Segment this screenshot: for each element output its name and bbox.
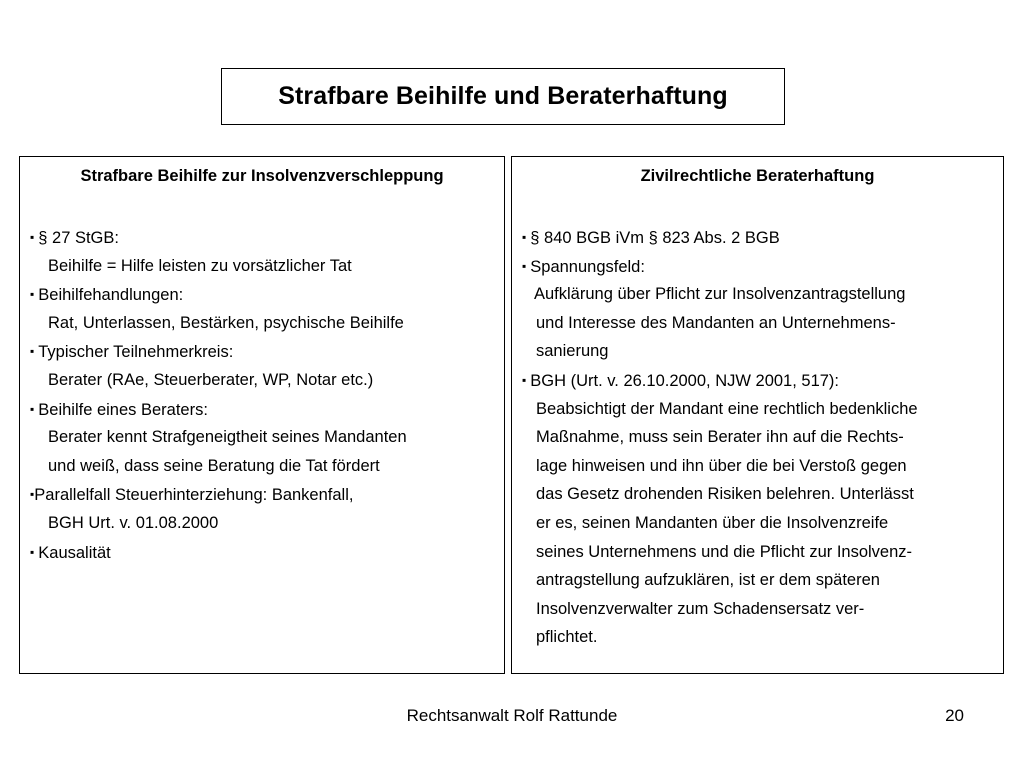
list-item-continuation: Insolvenzverwalter zum Schadensersatz ver- [536,599,865,618]
bullet-icon: ▪ [30,230,35,244]
list-item: ▪ Spannungsfeld: [522,257,645,276]
slide-title: Strafbare Beihilfe und Beraterhaftung [278,82,728,110]
slide-title-box [221,68,785,125]
list-item-continuation: lage hinweisen und ihn über die bei Verstoß gegen [536,456,907,475]
list-item-continuation: er es, seinen Mandanten über die Insolvenzreife [536,513,889,532]
list-item: ▪ Typischer Teilnehmerkreis: [30,343,234,362]
list-item-continuation: Beabsichtigt der Mandant eine rechtlich bedenkliche [536,399,918,418]
list-item: ▪ Kausalität [30,543,111,562]
left-panel-heading: Strafbare Beihilfe zur Insolvenzverschleppung [80,167,444,185]
list-item-continuation: das Gesetz drohenden Risiken belehren. Unterlässt [536,485,914,504]
right-panel [511,156,1004,674]
list-item-continuation: Aufklärung über Pflicht zur Insolvenzantragstellung [534,285,906,304]
list-item-continuation: antragstellung aufzuklären, ist er dem späteren [536,571,880,590]
list-item-continuation: BGH Urt. v. 01.08.2000 [48,513,219,532]
list-item-continuation: sanierung [536,342,609,361]
list-item-continuation: und Interesse des Mandanten an Unternehmens- [536,313,896,332]
bullet-icon: ▪ [30,544,35,559]
list-item: ▪ § 840 BGB iVm § 823 Abs. 2 BGB [522,229,780,247]
bullet-icon: ▪ [522,230,527,244]
bullet-icon: ▪ [30,287,35,302]
list-item-continuation: und weiß, dass seine Beratung die Tat fördert [48,456,380,475]
list-item: ▪ § 27 StGB: [30,229,119,247]
list-item-continuation: Berater (RAe, Steuerberater, WP, Notar etc.) [48,370,374,389]
page-number: 20 [945,706,964,725]
left-panel [19,156,505,674]
bullet-icon: ▪ [30,344,35,359]
list-item: ▪ BGH (Urt. v. 26.10.2000, NJW 2001, 517): [522,371,840,390]
list-item-continuation: seines Unternehmens und die Pflicht zur Insolvenz- [536,542,913,561]
list-item-continuation: pflichtet. [536,628,598,647]
bullet-icon: ▪ [30,401,35,416]
list-item: ▪ Beihilfehandlungen: [30,286,184,305]
footer-author: Rechtsanwalt Rolf Rattunde [406,706,618,725]
bullet-icon: ▪ [30,487,35,502]
list-item: ▪ Beihilfe eines Beraters: [30,400,208,419]
bullet-icon: ▪ [522,372,527,387]
list-item-continuation: Beihilfe = Hilfe leisten zu vorsätzlicher Tat [48,256,352,275]
list-item-continuation: Rat, Unterlassen, Bestärken, psychische Beihilfe [48,313,404,332]
bullet-icon: ▪ [522,258,527,273]
right-panel-heading: Zivilrechtliche Beraterhaftung [640,167,875,185]
list-item-continuation: Berater kennt Strafgeneigtheit seines Mandanten [48,428,407,447]
list-item: ▪Parallelfall Steuerhinterziehung: Bankenfall, [30,486,354,505]
list-item-continuation: Maßnahme, muss sein Berater ihn auf die Rechts- [536,428,904,447]
